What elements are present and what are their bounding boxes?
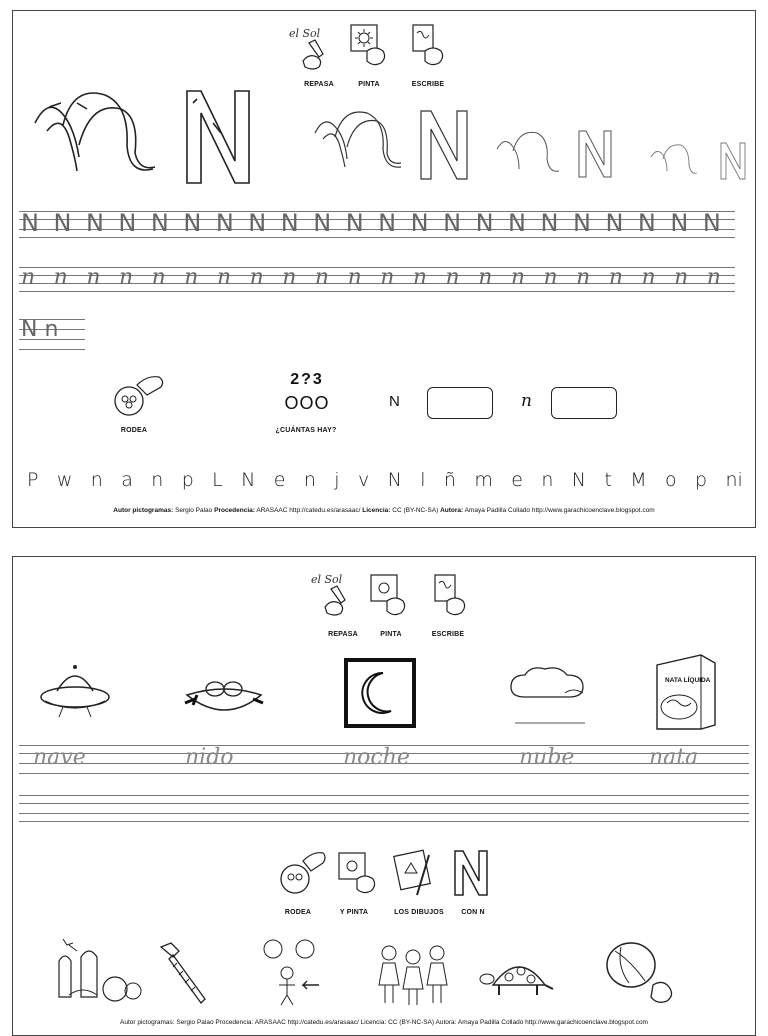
sequence-letter: N — [241, 469, 256, 491]
repasa-icon — [311, 567, 351, 617]
print-n-medium-icon — [421, 111, 467, 179]
trace-letter-upper: N — [150, 209, 169, 237]
repasa-label: REPASA — [304, 81, 334, 88]
sequence-letter: o — [665, 469, 677, 491]
author: Sergio Palao — [175, 507, 213, 514]
sequence-letter: n — [90, 469, 103, 491]
pinta-icon — [349, 23, 389, 69]
trace-letter-lower: n — [249, 265, 264, 290]
pinta-label: PINTA — [358, 81, 380, 88]
writer: Amaya Padilla Collado http://www.garachicoenclave.blogspot.com — [464, 507, 655, 514]
trace-letter-lower: n — [576, 265, 591, 290]
word-nata: nata — [649, 745, 699, 770]
cursive-n-medium-icon — [315, 112, 401, 167]
rodea-icon — [279, 847, 327, 897]
nata-icon — [653, 651, 719, 731]
trace-letter-lower: n — [380, 265, 395, 290]
trace-letter-lower: n — [216, 265, 232, 290]
trace-letter-upper: N — [85, 209, 104, 237]
repasa-icon — [289, 21, 329, 71]
trace-letter-upper: N — [215, 209, 234, 237]
escribe-label: ESCRIBE — [411, 81, 445, 88]
pinta-icon-2 — [337, 851, 381, 897]
trace-letter-upper: N — [248, 209, 267, 237]
nube-icon — [505, 663, 589, 729]
word-noche: noche — [343, 745, 410, 770]
sequence-letter: l — [420, 469, 426, 491]
los-dibujos-label: LOS DIBUJOS — [394, 909, 444, 916]
trace-letter-upper: N — [21, 209, 39, 237]
count-label: ¿CUÁNTAS HAY? — [275, 427, 337, 434]
dibujos-icon — [391, 847, 441, 901]
repasa-sample-text: el Sol — [289, 27, 321, 40]
sequence-letter: n — [541, 469, 554, 491]
print-n-smallest-icon — [721, 143, 745, 179]
sequence-letter: a — [121, 469, 133, 491]
tornillo-icon — [155, 939, 215, 1009]
trace-letter-lower: n — [184, 265, 199, 290]
trace-letter-upper: N — [443, 209, 462, 237]
sequence-letter: v — [357, 469, 370, 491]
trace-letter-upper: N — [313, 209, 332, 237]
repasa-sample-text: el Sol — [311, 573, 343, 586]
noche-icon — [343, 657, 417, 729]
trace-letter-lower: n — [21, 265, 36, 290]
lower-n-label: n — [521, 391, 532, 411]
license: CC (BY-NC-SA) — [392, 507, 439, 514]
trace-letter-lower: n — [478, 265, 493, 290]
trace-letter-lower: n — [543, 265, 558, 290]
tortuga-icon — [479, 955, 559, 1003]
sequence-letter: p — [695, 469, 708, 491]
worksheet-words-n — [12, 556, 756, 1036]
sequence-letter: N — [387, 469, 402, 491]
trace-letter-upper: N — [572, 209, 591, 237]
trace-letter-lower: n — [445, 265, 460, 290]
trace-letter-lower: n — [282, 265, 297, 290]
big-letters-display — [27, 83, 757, 191]
trace-letter-upper: N — [475, 209, 494, 237]
practice-pair: N n — [21, 317, 59, 342]
belen-icon — [53, 935, 143, 1005]
trace-letter-lower: n — [347, 265, 362, 290]
nuez-icon — [597, 933, 681, 1009]
sequence-letter: n — [303, 469, 316, 491]
con-n-label: CON N — [461, 909, 485, 916]
trace-letter-lower: n — [510, 265, 526, 290]
trace-letter-upper: N — [345, 209, 364, 237]
sequence-letter: p — [181, 469, 194, 491]
trace-letter-upper: N — [410, 209, 429, 237]
trace-letter-upper: N — [637, 209, 656, 237]
rodea-icon — [111, 371, 167, 419]
trace-letter-upper: N — [118, 209, 137, 237]
nave-icon — [37, 655, 113, 725]
worksheet-letter-n — [12, 10, 756, 528]
trace-letter-upper: N — [508, 209, 526, 237]
trace-letter-upper: N — [183, 209, 202, 237]
sequence-letter: L — [212, 469, 223, 491]
source-label: Procedencia: — [214, 507, 255, 514]
count-icon: 2?3 — [290, 371, 324, 388]
sequence-letter: e — [511, 469, 523, 491]
cursive-n-smallest-icon — [651, 145, 697, 174]
pinta-icon — [369, 573, 409, 619]
writer-label: Autora: — [440, 507, 464, 514]
sequence-letter: M — [630, 469, 647, 491]
nata-box-text: NATA LÍQUIDA — [665, 677, 711, 684]
sequence-letter: ñ — [443, 469, 456, 491]
sequence-letter: e — [273, 469, 286, 491]
trace-letter-lower: n — [53, 265, 68, 290]
trace-letter-upper: N — [540, 209, 559, 237]
trace-letter-lower: n — [86, 265, 101, 290]
trace-letter-lower: n — [608, 265, 623, 290]
sequence-letter: P — [27, 469, 39, 491]
trace-letter-lower: n — [118, 265, 134, 290]
sequence-letter: ni — [725, 469, 743, 491]
ninos-icon — [259, 935, 325, 1009]
credits-line: Autor pictogramas: Sergio Palao Procedencia: ARASAAC http://catedu.es/arasaac/ Licencia: CC (BY-NC-SA) Autora: Amaya Padilla Collado http://www.garachicoenclave.blogspot.com — [120, 1019, 648, 1026]
credits-line — [13, 507, 755, 514]
sequence-letter: m — [474, 469, 493, 491]
y-pinta-label: Y PINTA — [339, 909, 369, 916]
trace-letter-lower: n — [151, 265, 166, 290]
sequence-letter: j — [334, 469, 340, 491]
ninas-icon — [375, 941, 451, 1009]
cursive-n-large-icon — [35, 93, 155, 171]
sequence-letter: w — [56, 469, 73, 491]
sequence-letter: N — [571, 469, 586, 491]
cursive-n-small-icon — [497, 132, 559, 171]
sequence-letter: n — [151, 469, 164, 491]
upper-n-label: N — [389, 393, 400, 410]
trace-letter-upper: N — [378, 209, 397, 237]
print-n-small-icon — [579, 131, 611, 177]
repasa-label: REPASA — [328, 631, 358, 638]
trace-letter-lower: n — [314, 265, 330, 290]
lower-n-count-box[interactable] — [551, 387, 617, 419]
trace-letter-upper: N — [605, 209, 624, 237]
trace-letter-lower: n — [641, 265, 656, 290]
trace-letter-upper: N — [280, 209, 299, 237]
letter-n-icon — [451, 847, 491, 899]
upper-n-count-box[interactable] — [427, 387, 493, 419]
word-nube: nube — [519, 745, 575, 770]
letter-sequence — [27, 469, 743, 491]
nido-icon — [183, 665, 265, 715]
source: ARASAAC http://catedu.es/arasaac/ — [256, 507, 361, 514]
escribe-icon — [431, 573, 471, 619]
rodea-label: RODEA — [284, 909, 312, 916]
rodea-label: RODEA — [120, 427, 148, 434]
sequence-letter: t — [604, 469, 612, 491]
word-nave: nave — [33, 745, 86, 770]
trace-letter-lower: n — [674, 265, 689, 290]
word-nido: nido — [185, 745, 234, 770]
author-label: Autor pictogramas: — [113, 507, 174, 514]
trace-letter-upper: N — [702, 209, 721, 237]
trace-letter-upper: N — [670, 209, 689, 237]
trace-letter-lower: n — [412, 265, 428, 290]
pinta-label: PINTA — [380, 631, 402, 638]
trace-letter-lower: n — [706, 265, 721, 290]
count-circles: OOO — [284, 393, 330, 413]
escribe-icon — [409, 23, 449, 69]
trace-row-lower — [21, 265, 721, 293]
license-label: Licencia: — [362, 507, 391, 514]
print-n-large-icon — [187, 91, 249, 183]
trace-row-upper — [21, 209, 721, 237]
escribe-label: ESCRIBE — [431, 631, 465, 638]
trace-letter-upper: N — [53, 209, 72, 237]
